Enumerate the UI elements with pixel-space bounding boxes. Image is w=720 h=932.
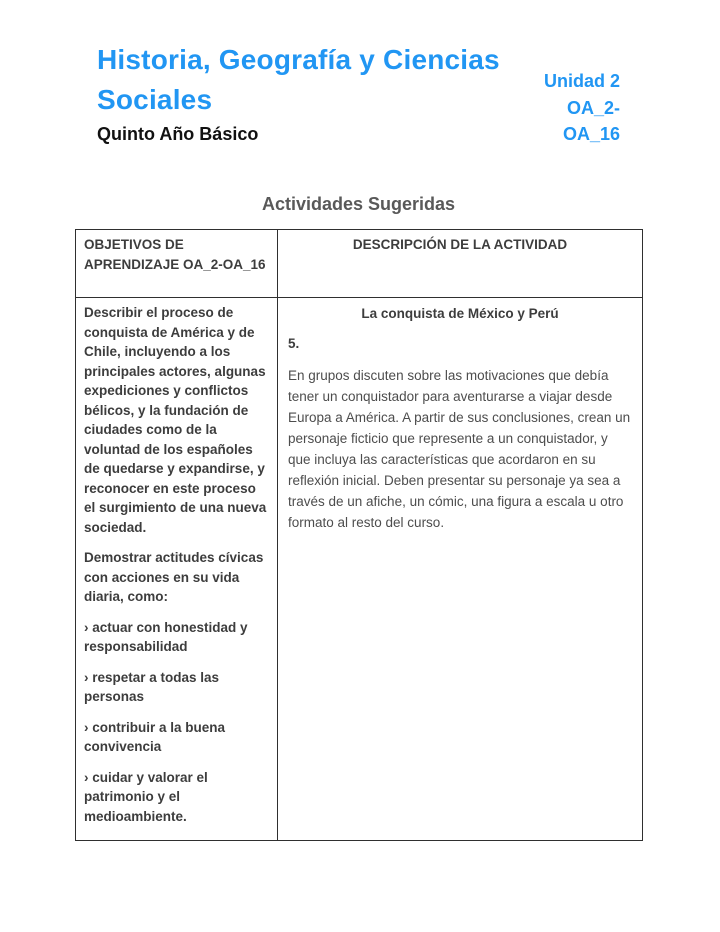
header-left-block: [97, 40, 511, 147]
objectives-cell: [76, 298, 278, 841]
objective-bullet-item: › actuar con honestidad y responsabilidad: [84, 619, 248, 654]
objectives-column-header: OBJETIVOS DE APRENDIZAJE OA_2-OA_16: [76, 230, 278, 298]
table-body-row: [76, 298, 643, 841]
description-column-header: DESCRIPCIÓN DE LA ACTIVIDAD: [278, 230, 643, 298]
activities-table: [75, 229, 643, 841]
unit-label: Unidad 2: [543, 71, 620, 91]
activity-title: La conquista de México y Perú: [361, 306, 559, 321]
objective-bullet-item: › cuidar y valorar el patrimonio y el medioambiente.: [84, 769, 208, 824]
activity-description: En grupos discuten sobre las motivaciones que debía tener un conquistador para aventurarse a viajar desde Europa a América. A partir de sus conclusiones, crean un personaje ficticio que represente a un conquistador, y que incluya las características que acordaron en su reflexión inicial. Deben presentar su personaje ya sea a través de un afiche, un cómic, una figura a escala u otro formato al resto del curso.: [288, 368, 631, 530]
grade-subtitle: Quinto Año Básico: [97, 124, 259, 144]
document-header: [97, 40, 620, 147]
page-title: Historia, Geografía y Ciencias Sociales: [97, 44, 500, 115]
objective-paragraph: Describir el proceso de conquista de América y de Chile, incluyendo a los principales actores, algunas expediciones y conflictos bélicos, y la fundación de ciudades como de la voluntad de los españoles de quedarse y expandirse, y reconocer en este proceso el surgimiento de una nueva sociedad.: [84, 305, 267, 535]
objective-paragraph: Demostrar actitudes cívicas con acciones en su vida diaria, como:: [84, 550, 264, 604]
header-right-block: [511, 68, 620, 147]
table-header-row: [76, 230, 643, 298]
activity-number: 5.: [288, 336, 300, 351]
objective-bullet-item: › respetar a todas las personas: [84, 669, 220, 704]
section-title: Actividades Sugeridas: [261, 194, 456, 214]
objective-bullet-item: › contribuir a la buena convivencia: [84, 719, 226, 754]
activity-cell: [278, 298, 643, 841]
oa-code-label: OA_2-OA_16: [562, 98, 620, 144]
